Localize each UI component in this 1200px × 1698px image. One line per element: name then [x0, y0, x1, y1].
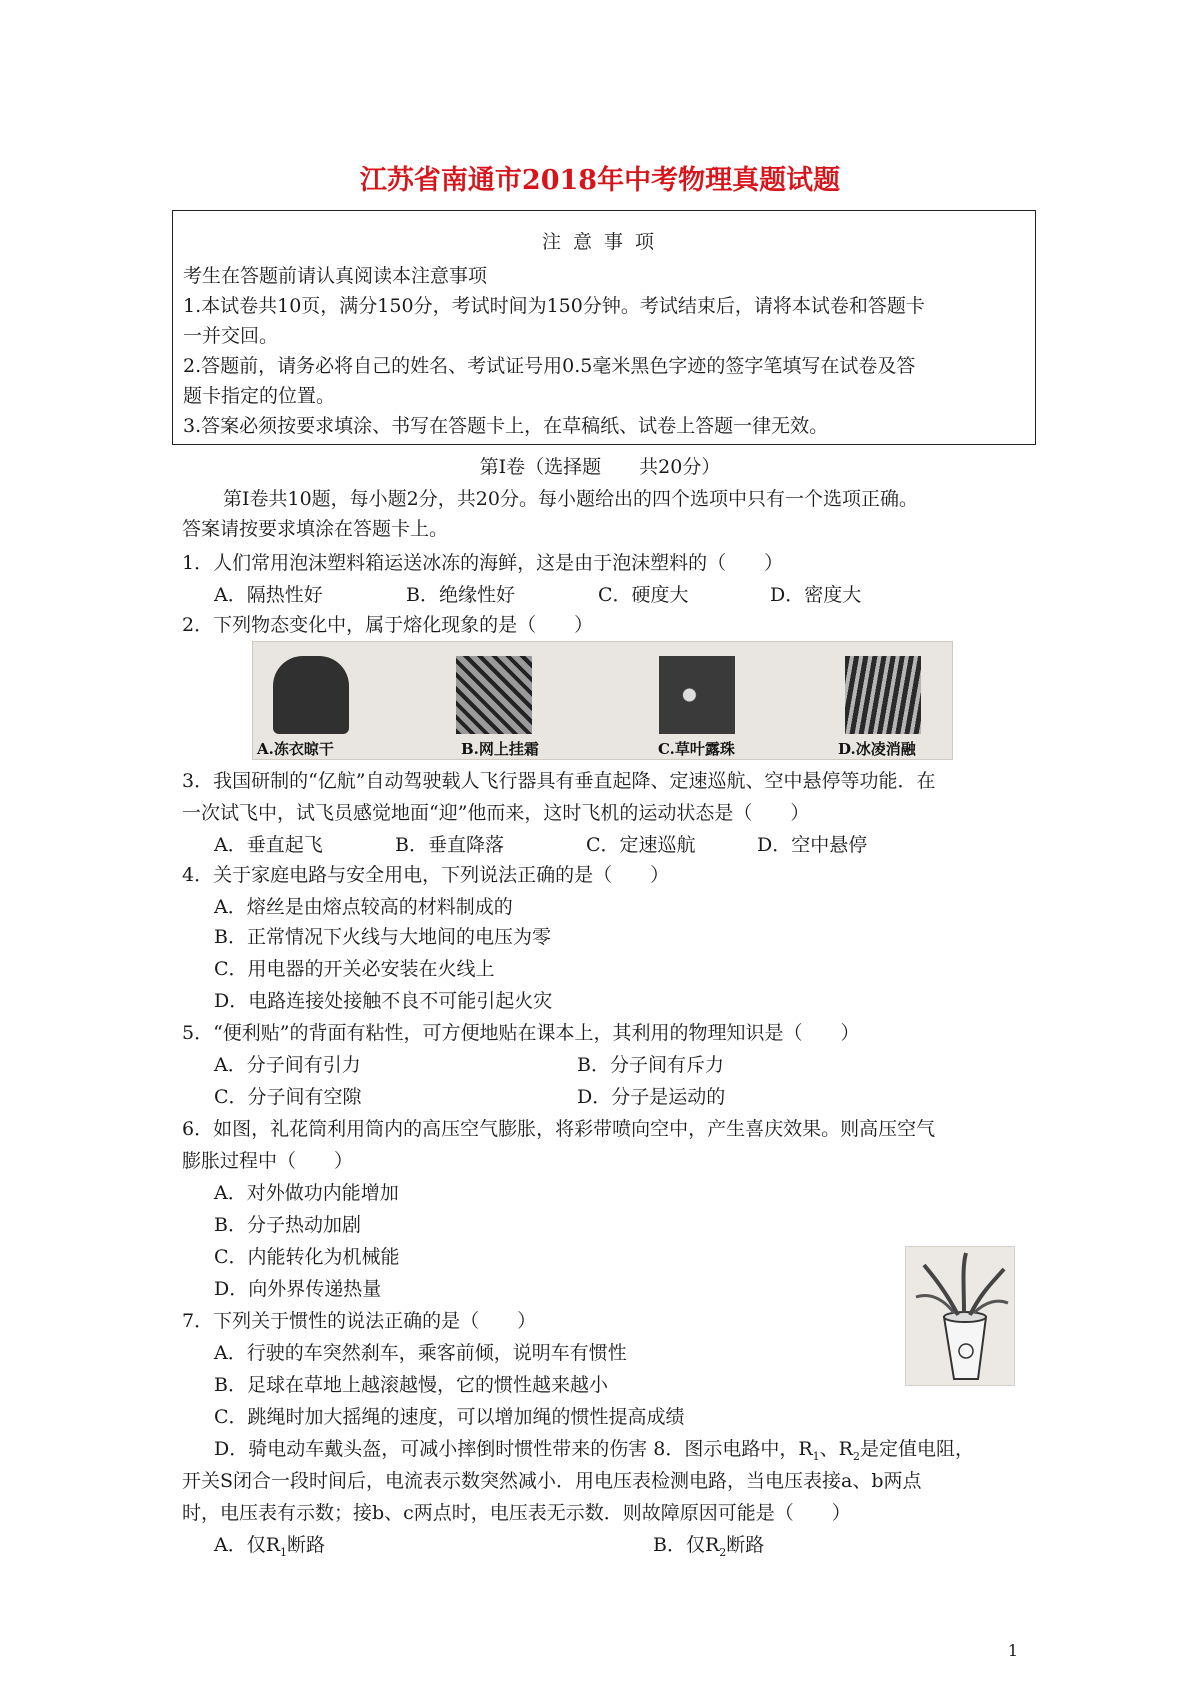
party-popper-figure: [905, 1246, 1015, 1386]
notice-line: 1.本试卷共10页，满分150分，考试时间为150分钟。考试结束后，请将本试卷和答题卡: [183, 295, 925, 317]
option-d: D．电路连接处接触不良不可能引起火灾: [214, 990, 553, 1012]
figure-caption-d: D.冰凌消融: [838, 740, 916, 758]
option-d: D．骑电动车戴头盔，可减小摔倒时惯性带来的伤害 8．图示电路中，$R_1$、$R_2$是定值电阻，: [214, 1438, 974, 1463]
section-intro: 第Ⅰ卷共10题，每小题2分，共20分。每小题给出的四个选项中只有一个选项正确。: [223, 488, 918, 510]
option-b: B．垂直降落: [395, 834, 504, 856]
notice-box: [172, 210, 1036, 445]
option-d: D．向外界传递热量: [214, 1278, 382, 1300]
option-d: D．空中悬停: [757, 834, 868, 856]
option-d: D．分子是运动的: [577, 1086, 726, 1108]
option-b: B．足球在草地上越滚越慢，它的惯性越来越小: [214, 1374, 608, 1396]
notice-header: 注意事项: [541, 231, 666, 253]
notice-line: 题卡指定的位置。: [183, 385, 336, 407]
option-d: D．密度大: [770, 584, 862, 606]
option-a: A．隔热性好: [214, 584, 323, 606]
option-a: A．对外做功内能增加: [214, 1182, 399, 1204]
option-a: A．行驶的车突然刹车，乘客前倾，说明车有惯性: [214, 1342, 627, 1364]
option-a: A．垂直起飞: [214, 834, 323, 856]
question-3-stem: 3．我国研制的“亿航”自动驾驶载人飞行器具有垂直起降、定速巡航、空中悬停等功能．在: [182, 770, 936, 792]
option-c: C．用电器的开关必安装在火线上: [214, 958, 495, 980]
question-8-stem: 时，电压表有示数；接b、c两点时，电压表无示数．则故障原因可能是（ ）: [182, 1502, 851, 1524]
section-title: 第Ⅰ卷（选择题 共20分）: [479, 456, 721, 478]
option-a: A．仅$R_1$断路: [214, 1534, 326, 1559]
question-1-stem: 1．人们常用泡沫塑料箱运送冰冻的海鲜，这是由于泡沫塑料的（ ）: [182, 552, 784, 574]
option-c: C．定速巡航: [586, 834, 696, 856]
option-c: C．内能转化为机械能: [214, 1246, 400, 1268]
option-c: C．跳绳时加大摇绳的速度，可以增加绳的惯性提高成绩: [214, 1406, 685, 1428]
option-b: B．绝缘性好: [406, 584, 515, 606]
option-a: A．分子间有引力: [214, 1054, 361, 1076]
melting-icicle-image: [845, 656, 921, 734]
option-b: B．分子热动加剧: [214, 1214, 361, 1236]
figure-caption-b: B.网上挂霜: [461, 740, 539, 758]
question-2-figure: [252, 641, 953, 760]
question-2-stem: 2．下列物态变化中，属于熔化现象的是（ ）: [182, 614, 594, 636]
question-5-stem: 5．“便利贴”的背面有粘性，可方便地贴在课本上，其利用的物理知识是（ ）: [182, 1022, 860, 1044]
option-a: A．熔丝是由熔点较高的材料制成的: [214, 896, 513, 918]
page-number: 1: [1007, 1641, 1018, 1660]
option-c: C．分子间有空隙: [214, 1086, 362, 1108]
option-b: B．分子间有斥力: [577, 1054, 724, 1076]
frost-net-image: [456, 656, 532, 734]
figure-caption-c: C.草叶露珠: [658, 740, 735, 758]
question-7-stem: 7．下列关于惯性的说法正确的是（ ）: [182, 1310, 537, 1332]
question-6-stem: 6．如图，礼花筒利用筒内的高压空气膨胀，将彩带喷向空中，产生喜庆效果。则高压空气: [182, 1118, 936, 1140]
party-popper-icon: [906, 1247, 1014, 1385]
option-c: C．硬度大: [598, 584, 689, 606]
option-b: B．正常情况下火线与大地间的电压为零: [214, 926, 551, 948]
section-intro: 答案请按要求填涂在答题卡上。: [182, 518, 449, 540]
notice-line: 2.答题前，请务必将自己的姓名、考试证号用0.5毫米黑色字迹的签字笔填写在试卷及答: [183, 355, 916, 377]
question-6-stem: 膨胀过程中（ ）: [182, 1150, 354, 1172]
question-4-stem: 4．关于家庭电路与安全用电，下列说法正确的是（ ）: [182, 864, 670, 886]
notice-line: 3.答案必须按要求填涂、书写在答题卡上，在草稿纸、试卷上答题一律无效。: [183, 415, 829, 437]
notice-line: 考生在答题前请认真阅读本注意事项: [183, 265, 488, 287]
notice-line: 一并交回。: [183, 325, 279, 347]
frozen-clothes-image: [273, 656, 349, 734]
question-8-stem: 开关S闭合一段时间后，电流表示数突然减小．用电压表检测电路，当电压表接a、b两点: [182, 1470, 922, 1492]
dew-leaf-image: [659, 656, 735, 734]
question-3-stem: 一次试飞中，试飞员感觉地面“迎”他而来，这时飞机的运动状态是（ ）: [182, 802, 810, 824]
page-title: 江苏省南通市2018年中考物理真题试题: [359, 165, 841, 196]
option-b: B．仅$R_2$断路: [653, 1534, 765, 1559]
figure-caption-a: A.冻衣晾干: [257, 740, 334, 758]
